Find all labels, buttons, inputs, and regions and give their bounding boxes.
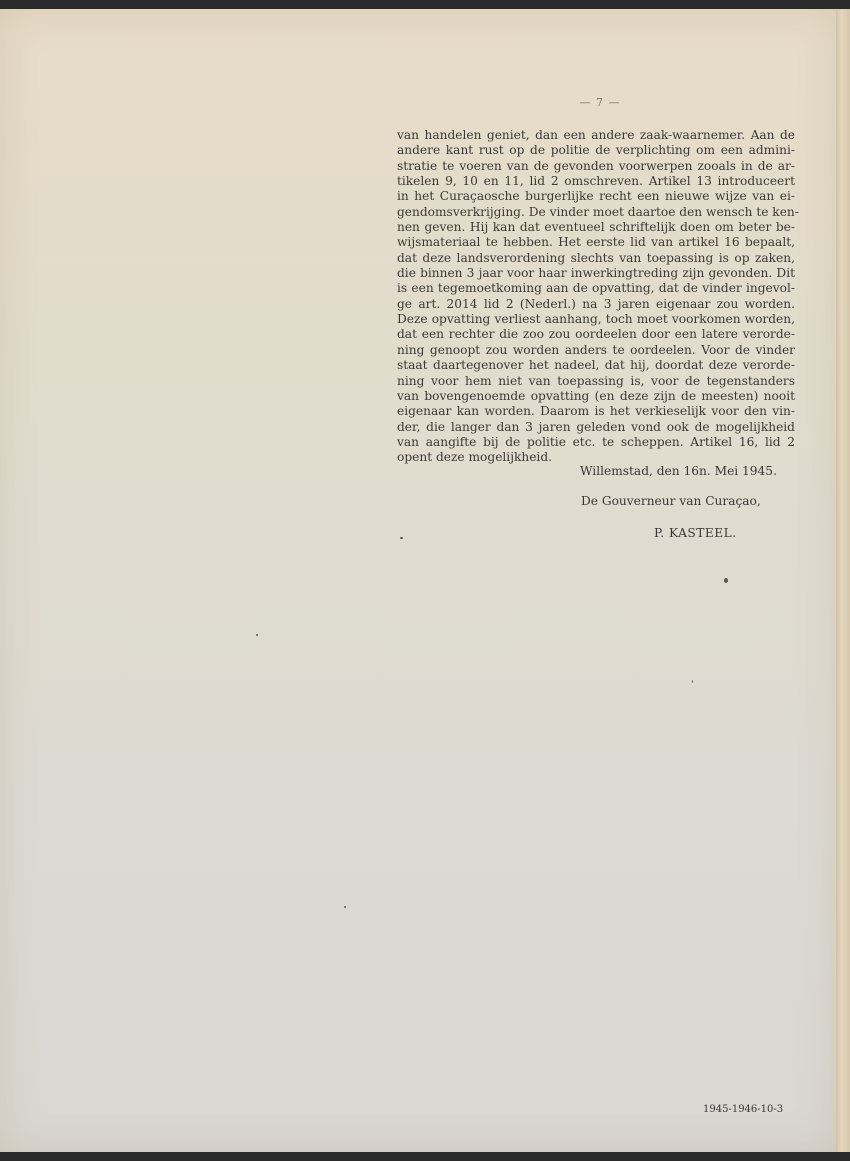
- text-line: dat een rechter die zoo zou oordeelen door een latere verorde-: [397, 327, 795, 342]
- body-paragraph: [397, 128, 799, 466]
- page-number: — 7 —: [579, 96, 621, 109]
- page-edge: [836, 9, 850, 1152]
- text-line: Deze opvatting verliest aanhang, toch moet voorkomen worden,: [397, 312, 795, 327]
- ink-speck: [256, 634, 258, 636]
- text-line: staat daartegenover het nadeel, dat hij, doordat deze verorde-: [397, 358, 795, 373]
- text-line: nen geven. Hij kan dat eventueel schriftelijk doen om beter be-: [397, 220, 795, 235]
- text-line: van bovengenoemde opvatting (en deze zijn de meesten) nooit: [397, 388, 795, 403]
- ink-speck: [692, 680, 693, 683]
- text-line: eigenaar kan worden. Daarom is het verkieselijk voor den vin-: [397, 404, 795, 419]
- text-line: van aangifte bij de politie etc. te scheppen. Artikel 16, lid 2: [397, 434, 795, 449]
- text-line: wijsmateriaal te hebben. Het eerste lid van artikel 16 bepaalt,: [397, 235, 795, 250]
- text-line: ge art. 2014 lid 2 (Nederl.) na 3 jaren eigenaar zou worden.: [397, 296, 795, 311]
- text-line: der, die langer dan 3 jaren geleden vond ook de mogelijkheid: [397, 419, 795, 434]
- text-line: is een tegemoetkoming aan de opvatting, dat de vinder ingevol-: [397, 281, 795, 296]
- text-line: in het Curaçaosche burgerlijke recht een nieuwe wijze van ei-: [397, 189, 795, 204]
- text-line: die binnen 3 jaar voor haar inwerkingtreding zijn gevonden. Dit: [397, 266, 795, 281]
- text-line: opent deze mogelijkheid.: [397, 450, 552, 465]
- text-line: dat deze landsverordening slechts van toepassing is op zaken,: [397, 250, 795, 265]
- ink-speck: [724, 578, 728, 583]
- text-line: van handelen geniet, dan een andere zaak-waarnemer. Aan de: [397, 128, 795, 142]
- signature-name: P. KASTEEL.: [654, 526, 737, 540]
- text-line: stratie te voeren van de gevonden voorwerpen zooals in de ar-: [397, 158, 795, 173]
- signature-place-date: Willemstad, den 16n. Mei 1945.: [580, 464, 777, 478]
- footer-code: 1945-1946-10-3: [703, 1104, 784, 1115]
- signature-title: De Gouverneur van Curaçao,: [581, 494, 761, 508]
- ink-speck: [344, 906, 346, 908]
- text-line: tikelen 9, 10 en 11, lid 2 omschreven. Artikel 13 introduceert: [397, 174, 795, 189]
- text-line: gendomsverkrijging. De vinder moet daartoe den wensch te ken-: [397, 204, 799, 219]
- text-line: ning voor hem niet van toepassing is, voor de tegenstanders: [397, 373, 795, 388]
- text-line: andere kant rust op de politie de verplichting om een admini-: [397, 143, 795, 158]
- ink-speck: [400, 537, 403, 539]
- text-line: ning genoopt zou worden anders te oordeelen. Voor de vinder: [397, 342, 795, 357]
